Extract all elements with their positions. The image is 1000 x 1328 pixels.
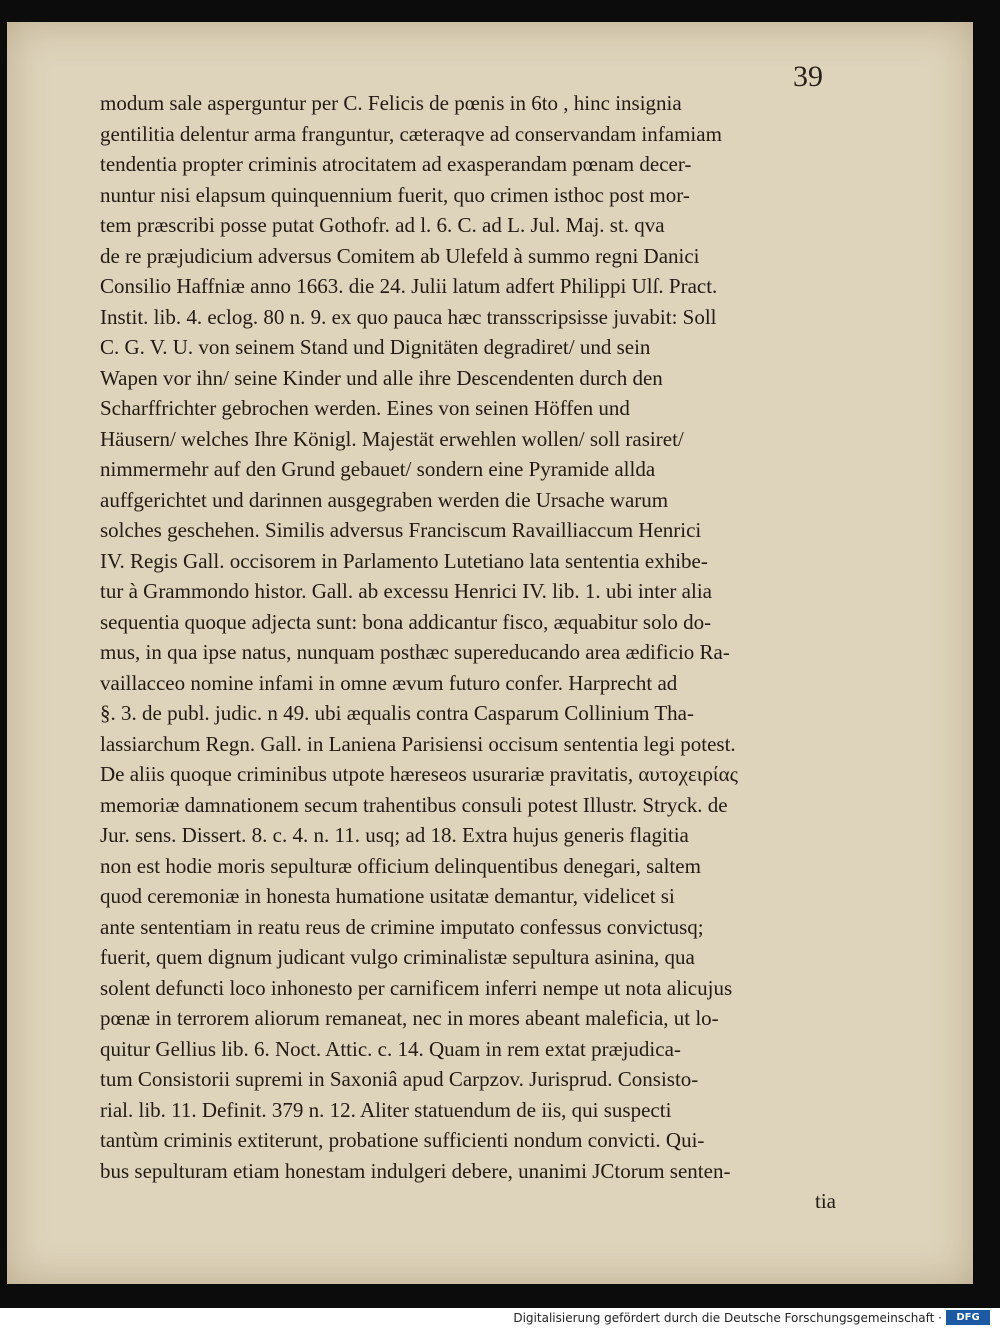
text-line: Jur. sens. Dissert. 8. c. 4. n. 11. usq; ad 18. Extra hujus generis flagitia: [100, 823, 689, 847]
text-line: gentilitia delentur arma franguntur, cæteraqve ad conservandam infamiam: [100, 121, 722, 146]
text-line: pœnæ in terrorem aliorum remaneat, nec in mores abeant maleficia, ut lo-: [100, 1006, 719, 1030]
text-line: ante sententiam in reatu reus de crimine imputato confessus convictusq;: [100, 914, 704, 939]
text-line: mus, in qua ipse natus, nunquam posthæc supereducando area ædificio Ra-: [100, 640, 730, 664]
text-line: Consilio Haffniæ anno 1663. die 24. Julii latum adfert Philippi Ulſ. Pract.: [100, 274, 718, 298]
text-line: Instit. lib. 4. eclog. 80 n. 9. ex quo pauca hæc transscripsisse juvabit: Soll: [100, 304, 717, 329]
text-line: solent defuncti loco inhonesto per carnificem inferri nempe ut nota alicujus: [100, 975, 733, 1000]
text-line: quitur Gellius lib. 6. Noct. Attic. c. 14. Quam in rem extat præjudica-: [100, 1036, 681, 1061]
text-line: tem præscribi posse putat Gothofr. ad l. 6. C. ad L. Jul. Maj. st. qva: [100, 213, 665, 237]
footer-credit: Digitalisierung gefördert durch die Deutsche Forschungsgemeinschaft ·: [513, 1311, 942, 1325]
text-line: modum sale asperguntur per C. Felicis de pœnis in 6to , hinc insignia: [100, 91, 682, 115]
text-line: Scharffrichter gebrochen werden. Eines von seinen Höffen und: [100, 396, 630, 420]
text-line: nimmermehr auf den Grund gebauet/ sondern eine Pyramide allda: [100, 457, 656, 481]
text-line: bus sepulturam etiam honestam indulgeri debere, unanimi JCtorum senten-: [100, 1158, 731, 1183]
text-line: tum Consistorii supremi in Saxoniâ apud Carpzov. Jurisprud. Consisto-: [100, 1067, 699, 1091]
text-line: vaillacceo nomine infami in omne ævum futuro confer. Harprecht ad: [100, 670, 678, 695]
body-text: [100, 88, 836, 1217]
dfg-logo-icon[interactable]: DFG: [946, 1310, 990, 1325]
text-line: sequentia quoque adjecta sunt: bona addicantur fisco, æquabitur solo do-: [100, 609, 712, 634]
text-line: memoriæ damnationem secum trahentibus consuli potest Illustr. Stryck. de: [100, 792, 728, 817]
text-line: tendentia propter criminis atrocitatem ad exasperandam pœnam decer-: [100, 152, 692, 176]
text-line: de re præjudicium adversus Comitem ab Ulefeld à summo regni Danici: [100, 243, 700, 268]
text-line: C. G. V. U. von seinem Stand und Dignitäten degradiret/ und sein: [100, 335, 651, 359]
text-line: quod ceremoniæ in honesta humatione usitatæ demantur, videlicet si: [100, 884, 675, 908]
text-line: nuntur nisi elapsum quinquennium fuerit, quo crimen isthoc post mor-: [100, 182, 690, 207]
text-line: Wapen vor ihn/ seine Kinder und alle ihre Descendenten durch den: [100, 365, 663, 390]
text-line: lassiarchum Regn. Gall. in Laniena Parisiensi occisum sententia legi potest.: [100, 731, 736, 756]
text-line: solches geschehen. Similis adversus Franciscum Ravailliaccum Henrici: [100, 518, 702, 542]
text-line: De aliis quoque criminibus utpote hæreseos usurariæ pravitatis, αυτοχειρίας: [100, 762, 738, 786]
catchword: tia: [815, 1189, 836, 1213]
page-number: 39: [793, 60, 823, 93]
text-line: tantùm criminis extiterunt, probatione sufficienti nondum convicti. Qui-: [100, 1128, 705, 1152]
text-line: non est hodie moris sepulturæ officium delinquentibus denegari, saltem: [100, 853, 701, 878]
text-line: rial. lib. 11. Definit. 379 n. 12. Aliter statuendum de iis, qui suspecti: [100, 1097, 672, 1122]
text-line: auffgerichtet und darinnen ausgegraben werden die Ursache warum: [100, 487, 669, 512]
text-line: §. 3. de publ. judic. n 49. ubi æqualis contra Casparum Collinium Tha-: [100, 701, 694, 725]
footer-bar: [0, 1308, 1000, 1328]
text-line: IV. Regis Gall. occisorem in Parlamento Lutetiano lata sententia exhibe-: [100, 548, 708, 573]
book-page: [7, 22, 973, 1284]
text-line: Häusern/ welches Ihre Königl. Majestät erwehlen wollen/ soll rasiret/: [100, 426, 684, 451]
text-line: tur à Grammondo histor. Gall. ab excessu Henrici IV. lib. 1. ubi inter alia: [100, 579, 712, 603]
text-line: fuerit, quem dignum judicant vulgo criminalistæ sepultura asinina, qua: [100, 945, 695, 969]
